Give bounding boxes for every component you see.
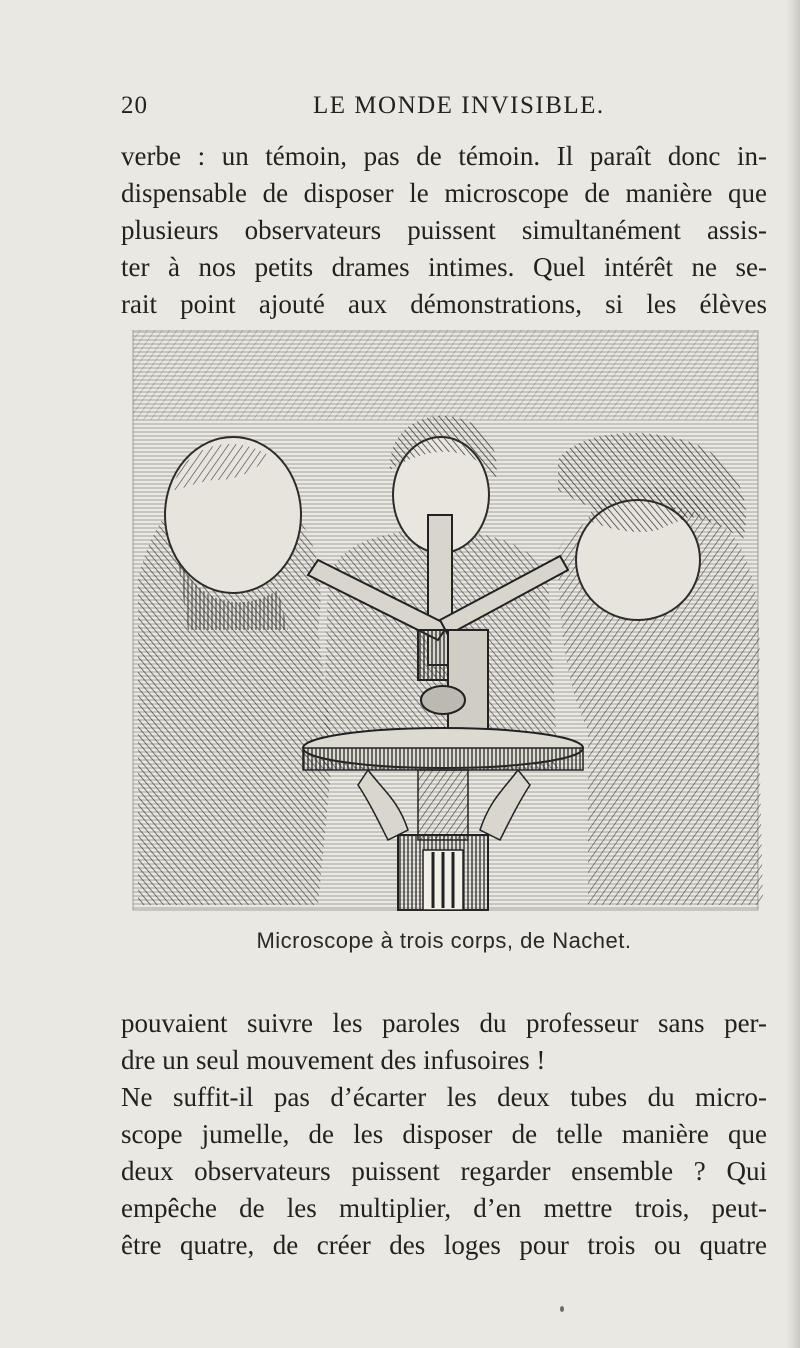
paragraph-1 [121, 138, 767, 323]
text-line: dre un seul mouvement des infusoires ! [121, 1045, 546, 1075]
text-line: Ne suffit-il pas d’écarter les deux tubes du micro- [121, 1082, 767, 1112]
text-line: ter à nos petits drames intimes. Quel intérêt ne se- [121, 252, 767, 282]
page-header [121, 92, 767, 124]
paragraph-2 [121, 1005, 767, 1079]
page-number: 20 [121, 92, 148, 119]
text-line: dispensable de disposer le microscope de manière que [121, 178, 767, 208]
text-line: plusieurs observateurs puissent simultanément assis- [121, 215, 767, 245]
running-title: LE MONDE INVISIBLE. [313, 92, 605, 119]
text-line: deux observateurs puissent regarder ensemble ? Qui [121, 1156, 767, 1186]
engraving-figure [118, 330, 768, 920]
text-line: verbe : un témoin, pas de témoin. Il paraît donc in- [121, 141, 767, 171]
microscope-engraving-illustration [118, 330, 768, 920]
text-line: rait point ajouté aux démonstrations, si les élèves [121, 289, 767, 319]
page-edge [786, 0, 800, 1348]
text-line: pouvaient suivre les paroles du professeur sans per- [121, 1008, 767, 1038]
text-line: scope jumelle, de les disposer de telle manière que [121, 1119, 767, 1149]
figure-caption: Microscope à trois corps, de Nachet. [256, 928, 632, 953]
paragraph-3 [121, 1079, 767, 1264]
text-line: empêche de les multiplier, d’en mettre trois, peut- [121, 1193, 767, 1223]
text-line: être quatre, de créer des loges pour trois ou quatre [121, 1230, 767, 1260]
ink-speck [560, 1306, 564, 1312]
